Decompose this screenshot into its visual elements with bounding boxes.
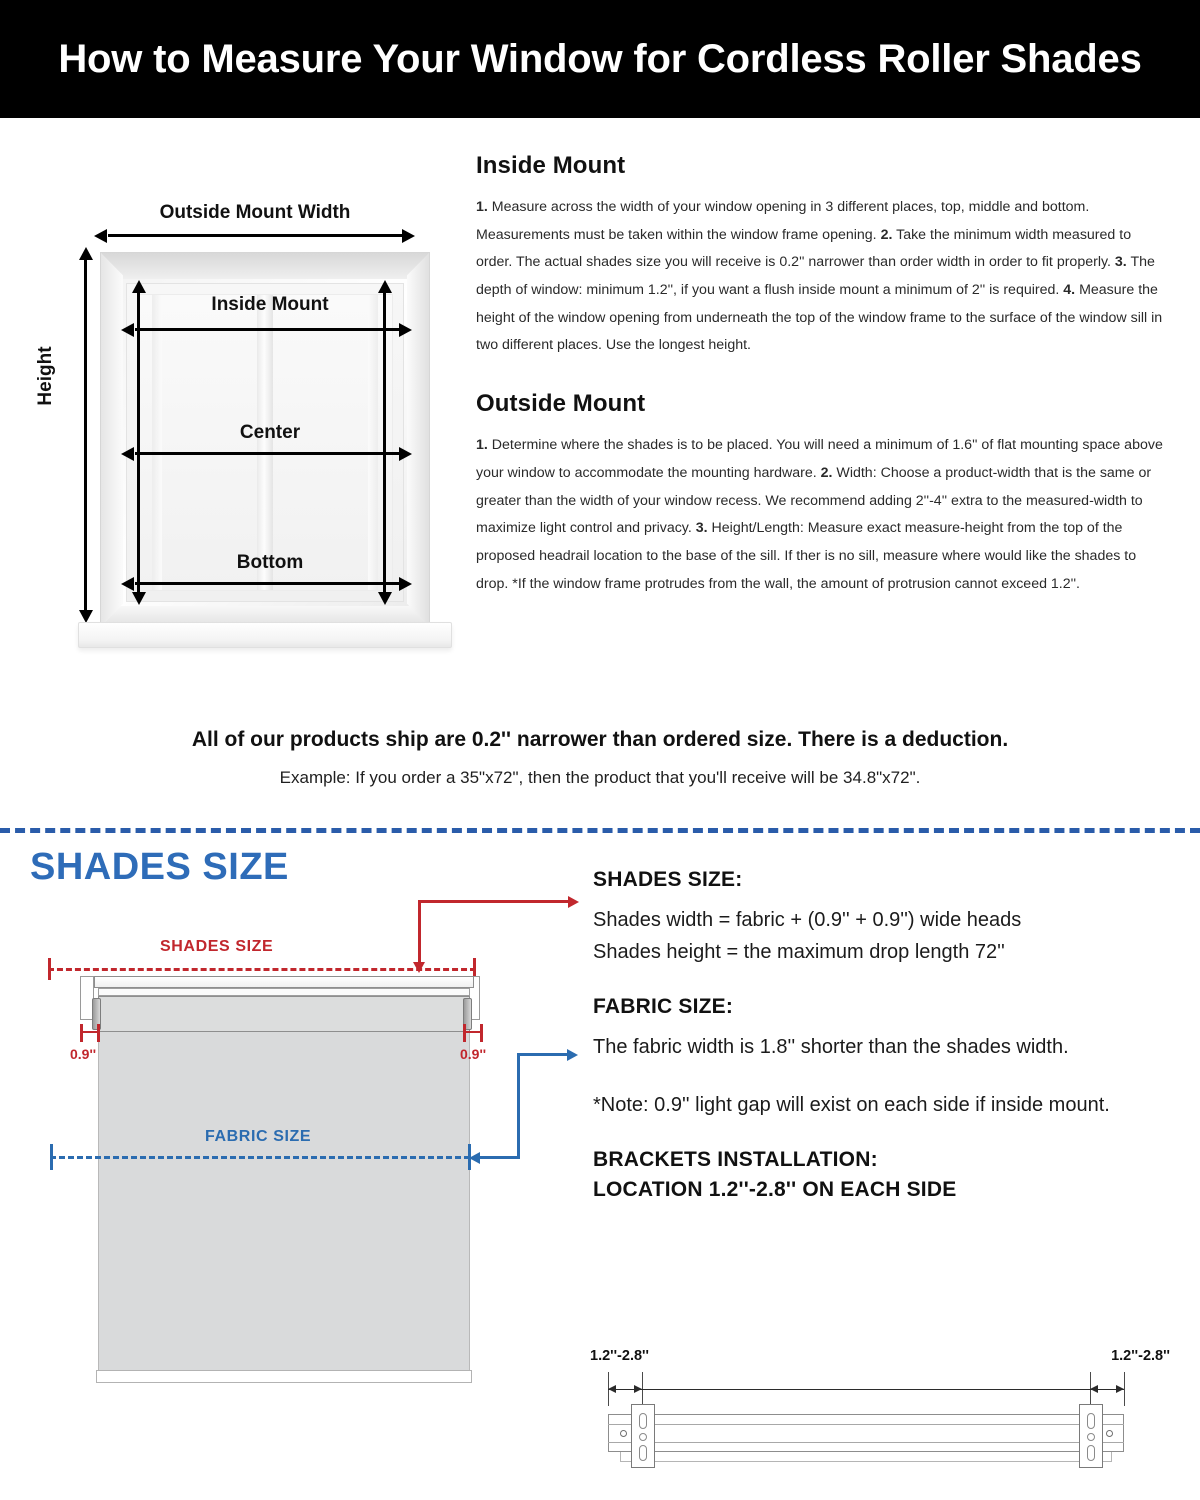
bracket-right-slot-mid [1087,1433,1095,1441]
inside-mount-body [476,194,1166,360]
bottom-width-arrow-left [121,577,134,591]
brackets-installation-diagram [590,1348,1170,1498]
fabric-size-heading: FABRIC SIZE: [593,994,734,1018]
bracket-left [631,1404,655,1468]
bracket-right-slot-bottom [1087,1445,1095,1461]
bracket-right [1079,1404,1103,1468]
page-title: How to Measure Your Window for Cordless Roller Shades [58,36,1142,81]
outside-mount-body [476,432,1166,598]
shade-bottom-bar [96,1370,472,1383]
outside-width-arrow-line [108,234,402,237]
headrail-line-top [608,1424,1124,1425]
inside-mount-item-1-num: 1. [476,199,488,215]
center-width-arrow-right [399,447,412,461]
note-text: 0.9'' light gap will exist on each side if inside mount. [648,1094,1110,1117]
bracket-dim-arrow-right-end [1116,1385,1124,1393]
gap-left-connector [80,1031,100,1033]
shades-size-line-1: Shades width = fabric + (0.9'' + 0.9'') wide heads [593,909,1022,931]
deduction-notice [0,728,1200,788]
outside-mount-footnote: *If the window frame protrudes from the wall, the amount of protrusion cannot exceed 1.2''. [512,575,1080,592]
bracket-right-slot-top [1087,1413,1095,1429]
inside-mount-note [593,1089,1183,1121]
bracket-ext-line-r2 [1124,1372,1125,1406]
bottom-width-arrow-right [399,577,412,591]
outside-mount-item-2-text: Width: Choose a product-width that is the same or greater than the width of your window recess. We recommend adding 2''-4'' extra to the measured-width to maximize light control and privacy. [476,464,1152,537]
fabric-size-line-1: The fabric width is 1.8'' shorter than the shades width. [593,1035,1069,1058]
red-leader-vertical [418,900,421,970]
bracket-left-slot-bottom [639,1445,647,1461]
gap-left-tick-inner [97,1024,100,1042]
inside-mount-item-3-num: 3. [1114,254,1127,271]
outside-width-arrow-right [402,229,415,243]
shade-headrail-band [98,988,470,996]
headrail-lip [620,1452,1112,1462]
blue-leader-left-arrowhead [469,1152,480,1164]
inside-height-arrow-left-down [132,592,146,605]
bottom-label: Bottom [236,552,304,573]
shade-size-diagram [20,900,580,1500]
mount-instructions-column [476,152,1166,598]
inside-mount-item-1-text: Measure across the width of your window opening in 3 different places, top, middle and bottom. Measurements must be taken within the window frame opening. [476,199,1090,243]
shades-size-tick-left [48,958,51,980]
gap-right-label: 0.9'' [460,1046,487,1062]
inside-height-arrow-right-up [378,280,392,293]
diagram-fabric-size-label: FABRIC SIZE [205,1128,312,1145]
gap-right-connector [463,1031,483,1033]
note-prefix: *Note: [593,1094,649,1117]
height-arrow-up [79,247,93,260]
window-sill [78,622,452,648]
shades-size-dashed-line [48,968,476,971]
blue-leader-vertical [517,1053,520,1159]
blue-leader-arrowhead [567,1049,578,1061]
shades-size-text-column [593,868,1183,1202]
center-width-arrow-left [121,447,134,461]
spacer-4 [593,1063,1183,1089]
screw-hole-left-icon [620,1430,627,1437]
center-width-arrow-line [135,452,399,455]
inside-mount-item-2-text: Take the minimum width measured to order. The actual shades size you will receive is 0.2'' narrower than order width in order to fit properly. [476,226,1132,271]
inside-mount-item-2-num: 2. [880,226,893,243]
frame-bevel-right [407,253,429,626]
outside-mount-item-3-num: 3. [695,520,708,537]
red-leader-arrowhead [568,896,579,908]
height-label: Height [35,346,56,406]
inside-height-arrow-right-down [378,592,392,605]
blue-leader-bottom-horizontal [480,1156,520,1159]
headrail-line-bottom [608,1442,1124,1443]
center-label: Center [239,422,301,443]
outside-mount-item-2-num: 2. [820,464,833,481]
bracket-left-slot-mid [639,1433,647,1441]
shades-size-heading: SHADES SIZE: [593,868,743,891]
gap-right-tick-inner [463,1024,466,1042]
inside-top-width-arrow-line [135,328,399,331]
height-arrow-line [84,260,87,610]
shade-roller-tube [98,996,470,1032]
inside-mount-item-3-text: The depth of window: minimum 1.2'', if you want a flush inside mount a minimum of 2'' is required. [476,254,1155,299]
fabric-size-tick-left [50,1144,53,1170]
gap-left-tick-outer [80,1024,83,1042]
header-band [0,0,1200,118]
shade-headrail-top [94,976,474,988]
inside-height-arrow-left-line [137,292,140,592]
inside-top-width-arrow-left [121,323,134,337]
bracket-dim-arrow-right-start [1090,1385,1098,1393]
blue-leader-top-horizontal [517,1053,567,1056]
spacer-1 [593,892,1183,904]
diagram-shades-size-label: SHADES SIZE [160,938,274,955]
brackets-location-heading: LOCATION 1.2''-2.8'' ON EACH SIDE [593,1177,957,1201]
deduction-notice-example: Example: If you order a 35"x72", then the product that you'll receive will be 34.8"x72". [279,768,921,787]
shade-fabric-panel [98,1032,470,1370]
inside-mount-label: Inside Mount [211,294,329,315]
gap-right-tick-outer [480,1024,483,1042]
inside-mount-heading: Inside Mount [476,152,626,179]
section-divider-dashed [0,828,1200,833]
shades-size-line-2: Shades height = the maximum drop length 72'' [593,941,1005,964]
outside-mount-item-1-num: 1. [476,437,488,454]
red-leader-horizontal [418,900,568,903]
deduction-notice-main: All of our products ship are 0.2'' narrower than ordered size. There is a deduction. [191,728,1009,751]
bracket-dimline-middle [642,1389,1090,1390]
spacer-5 [593,1122,1183,1148]
spacer-3 [593,1019,1183,1031]
bracket-left-slot-top [639,1413,647,1429]
frame-bevel-top [101,253,429,279]
bracket-dim-label-left: 1.2''-2.8'' [590,1348,649,1364]
screw-hole-right-icon [1106,1430,1113,1437]
bracket-dim-arrow-left-end [634,1385,642,1393]
inside-height-arrow-left-up [132,280,146,293]
spacer-2 [593,969,1183,995]
bracket-dim-label-right: 1.2''-2.8'' [1111,1348,1170,1364]
outside-mount-heading: Outside Mount [476,390,646,418]
inside-mount-item-4-num: 4. [1063,282,1076,299]
frame-bevel-left [101,253,123,626]
shades-size-section-title: SHADES SIZE [30,846,289,888]
headrail-body [608,1414,1124,1452]
outside-width-arrow-left [94,229,107,243]
inside-mount-item-4-text: Measure the height of the window opening from underneath the top of the window frame to the surface of the window sill in two different places. Use the longest height. [476,282,1163,354]
bottom-width-arrow-line [135,582,399,585]
fabric-size-dashed-line [50,1156,470,1159]
bracket-dim-arrow-left-start [608,1385,616,1393]
gap-left-label: 0.9'' [70,1046,97,1062]
outside-mount-item-3-text: Height/Length: Measure exact measure-height from the top of the proposed headrail location to the base of the sill. If ther is no sill, measure where would like the shades to drop. [476,520,1137,592]
brackets-installation-heading: BRACKETS INSTALLATION: [593,1147,878,1171]
outside-mount-width-label: Outside Mount Width [159,202,351,223]
inside-top-width-arrow-right [399,323,412,337]
outside-mount-item-1-text: Determine where the shades is to be placed. You will need a minimum of 1.6'' of flat mounting space above your window to accommodate the mounting hardware. [476,437,1163,481]
window-measure-diagram [20,190,470,670]
